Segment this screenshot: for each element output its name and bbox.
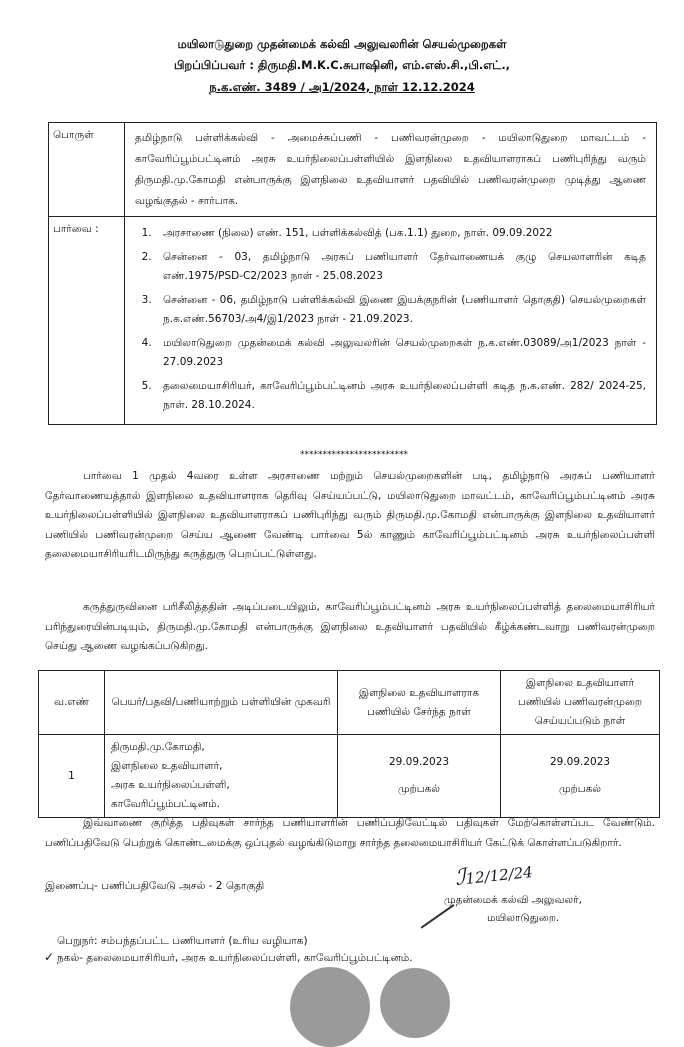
subject-reference-box <box>48 122 657 425</box>
col-header-join-date: இளநிலை உதவியாளராக பணியில் சேர்ந்த நாள் <box>338 671 501 735</box>
cell-join-date <box>338 735 501 818</box>
address-line: அரசு உயர்நிலைப்பள்ளி, <box>111 779 230 791</box>
checkmark-icon: ✓ <box>44 950 55 964</box>
table-row <box>39 735 660 818</box>
references-list <box>135 224 646 416</box>
signatory-place: மயிலாடுதுறை. <box>487 912 560 924</box>
body-paragraph-1 <box>45 467 655 565</box>
issuer-line: பிறப்பிப்பவர் : திருமதி.M.K.C.சுபாஷினி, எம்.எஸ்.சி.,பி.எட்., <box>173 58 511 72</box>
paragraph-text: பார்வை 1 முதல் 4வரை உள்ள அரசாணை மற்றும் செயல்முறைகளின் படி, தமிழ்நாடு அரசுப் பணியாளர் தேர்வாணையத்தால் இளநிலை உதவியாளராக தெரிவு செய்யப்பட்டு, மயிலாடுதுறை மாவட்டம், காவேரிப்பூம்பட்டினம் அரசு உயர்நிலைப்பள்ளியில் இளநிலை உதவியாளராகப் பணிபுரிந்து வரும் திருமதி.மு.கோமதி என்பாருக்கு இளநிலை உதவியாளர் பணியில் பணிவரன்முறை செய்ய ஆணை வேண்டி பார்வை 5ல் காணும் காவேரிப்பூம்பட்டினம் அரசு உயர்நிலைப்பள்ளி தலைமையாசிரியரிடமிருந்து கருத்துரு பெறப்பட்டுள்ளது. <box>45 470 655 560</box>
initials-scribble <box>421 904 470 950</box>
office-title: மயிலாடுதுறை முதன்மைக் கல்வி அலுவலரின் செயல்முறைகள் <box>177 37 507 51</box>
signature-date: 12/12/24 <box>464 862 534 888</box>
photo-artifact <box>290 967 370 1047</box>
address-line: காவேரிப்பூம்பட்டினம். <box>111 798 220 810</box>
photo-artifact <box>380 968 450 1038</box>
address-line: திருமதி.மு.கோமதி, <box>111 741 205 753</box>
copy-to-line: நகல்- தலைமையாசிரியர், அரசு உயர்நிலைப்பள்ளி, காவேரிப்பூம்பட்டினம். <box>57 952 413 964</box>
subject-text: தமிழ்நாடு பள்ளிக்கல்வி - அமைச்சுப்பணி - பணிவரன்முறை - மயிலாடுதுறை மாவட்டம் - காவேரிப்பூம்பட்டினம் அரசு உயர்நிலைப்பள்ளியில் இளநிலை உதவியாளராகப் பணிபுரிந்து வரும் திருமதி.மு.கோமதி என்பாருக்கு இளநிலை உதவியாளர் பதவியில் பணிவரன்முறை முடித்து ஆணை வழங்குதல் - சார்பாக. <box>135 132 646 207</box>
signatory-designation: முதன்மைக் கல்வி அலுவலர், <box>444 894 582 906</box>
body-paragraph-3 <box>45 814 655 853</box>
join-date: 29.09.2023 <box>388 756 450 768</box>
enclosure-note: இணைப்பு- பணிப்பதிவேடு அசல் - 2 தொகுதி <box>45 880 265 892</box>
col-header-sno: வ.எண் <box>39 671 105 735</box>
signature-handwritten: ℐ12/12/24 <box>453 862 534 891</box>
separator: ************************ <box>300 450 408 460</box>
col-header-regularisation-date: இளநிலை உதவியாளர் பணியில் பணிவரன்முறை செய்யப்படும் நாள் <box>501 671 660 735</box>
references-row <box>49 217 656 424</box>
reference-item: 5. தலைமையாசிரியர், காவேரிப்பூம்பட்டினம் அரசு உயர்நிலைப்பள்ளி கடித ந.க.எண். 282/ 2024-25, நாள். 28.10.2024. <box>155 377 646 416</box>
reference-number: ந.க.எண். 3489 / அ1/2024, நாள் 12.12.2024 <box>209 80 475 94</box>
reference-item: 2. சென்னை - 03, தமிழ்நாடு அரசுப் பணியாளர் தேர்வாணையக் குழு செயலாளரின் கடித எண்.1975/PSD-C2/2023 நாள் - 25.08.2023 <box>155 248 646 287</box>
reference-item: 1. அரசாணை (நிலை) எண். 151, பள்ளிக்கல்வித் (பக.1.1) துறை, நாள். 09.09.2022 <box>155 224 646 244</box>
regularisation-session: முற்பகல் <box>558 783 602 795</box>
subject-row <box>49 123 656 217</box>
reference-item: 4. மயிலாடுதுறை முதன்மைக் கல்வி அலுவலரின் செயல்முறைகள் ந.க.எண்.03089/அ1/2023 நாள் - 27.09.2023 <box>155 334 646 373</box>
cell-sno: 1 <box>39 735 105 818</box>
join-session: முற்பகல் <box>397 783 441 795</box>
regularisation-table <box>38 670 660 818</box>
table-header-row <box>39 671 660 735</box>
references-label: பார்வை : <box>49 217 125 424</box>
recipient-line: பெறுநர்: சம்பந்தப்பட்ட பணியாளர் (உரிய வழியாக) <box>57 935 308 947</box>
cell-regularisation-date <box>501 735 660 818</box>
regularisation-date: 29.09.2023 <box>549 756 611 768</box>
reference-item: 3. சென்னை - 06, தமிழ்நாடு பள்ளிக்கல்வி இணை இயக்குநரின் (பணியாளர் தொகுதி) செயல்முறைகள் ந.க.எண்.56703/அ4/இ1/2023 நாள் - 21.09.2023. <box>155 291 646 330</box>
cell-address <box>105 735 338 818</box>
subject-label: பொருள் <box>49 123 125 216</box>
address-line: இளநிலை உதவியாளர், <box>111 760 223 772</box>
paragraph-text: இவ்வாணை குறித்த பதிவுகள் சார்ந்த பணியாளரின் பணிப்பதிவேட்டில் பதிவுகள் மேற்கொள்ளப்பட வேண்டும். பணிப்பதிவேடு பெற்றுக் கொண்டமைக்கு ஒப்புதல் வழங்கிடுமாறு சார்ந்த தலைமையாசிரியர் கேட்டுக் கொள்ளப்படுகிறார். <box>45 817 655 849</box>
body-paragraph-2 <box>45 598 655 657</box>
col-header-name-address: பெயர்/பதவி/பணியாற்றும் பள்ளியின் முகவரி <box>105 671 338 735</box>
paragraph-text: கருத்துருவினை பரிசீலித்ததின் அடிப்படையிலும், காவேரிப்பூம்பட்டினம் அரசு உயர்நிலைப்பள்ளித் தலைமையாசிரியர் பரிந்துரையின்படியும், திருமதி.மு.கோமதி என்பாருக்கு இளநிலை உதவியாளர் பதவியில் கீழ்க்கண்டவாறு பணிவரன்முறை செய்து ஆணை வழங்கப்படுகிறது. <box>45 601 655 652</box>
